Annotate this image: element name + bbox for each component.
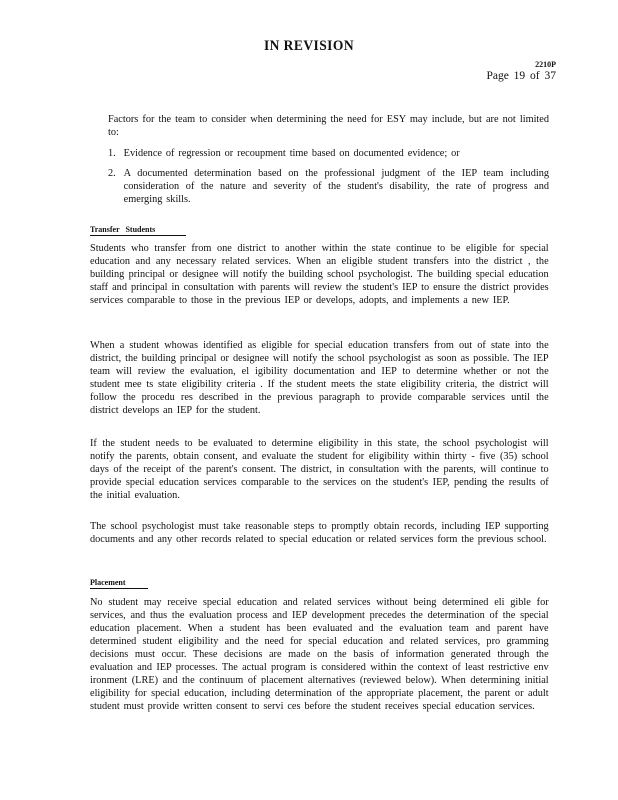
- paragraph: When a student whowas identified as eligible for special education transfers from out of state into the district, the building principal or designee will notify the school psychologist as soon as possible. The IEP team will review the evaluation, el igibility documentation and IEP to determine whether or not the student mee ts state eligibility criteria . If the student meets the state eligibility criteria, the district will follow the procedu res described in the previous paragraph to provide comparable services until the district develops an IEP for the student.: [90, 340, 549, 416]
- placement-heading: Placement: [90, 578, 148, 589]
- paragraph: The school psychologist must take reasonable steps to promptly obtain records, including IEP supporting documents and any other records related to special education or related services form the previous school.: [90, 521, 549, 545]
- list-item-number: 2.: [108, 168, 116, 179]
- transfer-students-heading: Transfer Students: [90, 225, 186, 236]
- page-number: Page 19 of 37: [486, 70, 556, 82]
- list-item: [108, 167, 549, 206]
- list-item-number: 1.: [108, 148, 116, 159]
- list-item: [108, 147, 549, 160]
- list-item-text: A documented determination based on the professional judgment of the IEP team including consideration of the nature and severity of the student's disability, the rate of progress and emerging skills.: [123, 168, 550, 205]
- esy-factors-intro: Factors for the team to consider when determining the need for ESY may include, but are not limited to:: [108, 114, 549, 138]
- revision-title: IN REVISION: [263, 38, 355, 54]
- list-item-text: Evidence of regression or recoupment time based on documented evidence; or: [123, 148, 460, 159]
- paragraph: Students who transfer from one district to another within the state continue to be eligible for special education and any necessary related services. When an eligible student transfers into the district , the building principal or designee will notify the building school psychologist. The building special education staff and principal in consultation with parents will review the student's IEP to ensure the district provides services comparable to those in the previous IEP or develops, adopts, and implements a new IEP.: [90, 243, 549, 306]
- esy-factors-list: [108, 147, 549, 213]
- paragraph: If the student needs to be evaluated to determine eligibility in this state, the school psychologist will notify the parents, obtain consent, and evaluate the student for eligibility within thirty - five (35) school days of the receipt of the parent's consent. The district, in consultation with the parents, will continue to provide special education services comparable to the services on the student's IEP, pending the results of the initial evaluation.: [90, 438, 549, 501]
- policy-code: 2210P: [535, 60, 556, 69]
- paragraph: No student may receive special education and related services without being determined eli gible for services, and thus the evaluation process and IEP development precedes the determination of the special education placement. When a student has been evaluated and the evaluation team and parent have determined student eligibility and the need for special education and related services, pro gramming decisions must occur. These decisions are made on the basis of information generated through the evaluation and IEP processes. The actual program is considered within the context of least restrictive env ironment (LRE) and the continuum of placement alternatives (reviewed below). When determining initial eligibility for special education, including determination of the appropriate placement, the parent or adult student must provide written consent to servi ces before the student receives special education services.: [90, 597, 549, 712]
